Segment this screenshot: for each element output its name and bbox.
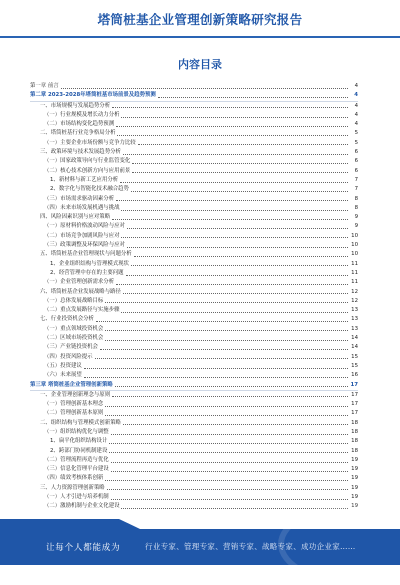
toc-leader-dots [138, 144, 348, 145]
table-of-contents [30, 82, 358, 512]
toc-entry-text: （二）管理流程再造与优化 [44, 456, 109, 463]
toc-entry[interactable] [30, 222, 358, 231]
toc-leader-dots [109, 452, 348, 453]
toc-page-number: 17 [351, 410, 358, 417]
toc-page-number: 17 [351, 401, 358, 408]
toc-page-number: 9 [354, 223, 358, 230]
toc-leader-dots [121, 312, 348, 313]
report-title: 塔筒桩基企业管理创新策略研究报告 [97, 12, 303, 27]
toc-page-number: 19 [351, 475, 358, 482]
toc-entry[interactable] [30, 185, 358, 194]
toc-leader-dots [107, 489, 348, 490]
toc-entry[interactable] [30, 381, 358, 391]
toc-entry[interactable] [30, 428, 358, 437]
toc-page-number: 19 [351, 466, 358, 473]
toc-leader-dots [111, 471, 348, 472]
toc-entry[interactable] [30, 102, 358, 111]
toc-entry-text: 1、新材料与新工艺应用分析 [50, 176, 119, 183]
toc-entry[interactable] [30, 437, 358, 446]
toc-leader-dots [121, 117, 348, 118]
toc-entry-text: 2、经营管理中存在的主要问题 [50, 269, 124, 276]
report-header [0, 0, 400, 38]
toc-leader-dots [105, 406, 348, 407]
toc-entry[interactable] [30, 493, 358, 502]
toc-entry-text: （一）重点领域投资机会 [44, 325, 104, 332]
toc-entry[interactable] [30, 447, 358, 456]
toc-entry[interactable] [30, 484, 358, 493]
toc-page-number: 10 [351, 251, 358, 258]
toc-page-number: 13 [351, 307, 358, 314]
toc-entry-text: 1、扁平化组织结构设计 [50, 438, 108, 445]
toc-entry-text: 二、塔筒桩基行业竞争格局分析 [40, 130, 116, 137]
toc-leader-dots [95, 358, 348, 359]
footer-slogan-left: 让每个人都能成为 [46, 543, 121, 553]
toc-leader-dots [116, 126, 348, 127]
toc-entry-text: （二）重点发展路径与实施步骤 [44, 307, 120, 314]
toc-leader-dots [112, 219, 348, 220]
toc-entry-text: （一）国家政策导向与行业监管变化 [44, 158, 131, 165]
toc-page-number: 6 [354, 158, 358, 165]
toc-entry-text: （二）区域市场投资机会 [44, 335, 104, 342]
toc-leader-dots [120, 182, 348, 183]
toc-leader-dots [111, 462, 348, 463]
toc-page-number: 4 [354, 102, 358, 109]
toc-entry-text: （三）政策调整及环保风险与应对 [44, 242, 125, 249]
toc-entry[interactable] [30, 325, 358, 334]
toc-leader-dots [121, 237, 348, 238]
toc-entry[interactable] [30, 91, 358, 101]
toc-leader-dots [134, 256, 348, 257]
toc-page-number: 10 [351, 232, 358, 239]
toc-page-number: 15 [351, 362, 358, 369]
toc-page-number: 19 [351, 484, 358, 491]
toc-entry[interactable] [30, 250, 358, 259]
toc-leader-dots [100, 349, 348, 350]
toc-entry[interactable] [30, 232, 358, 241]
toc-leader-dots [123, 293, 348, 294]
toc-heading: 内容目录 [178, 58, 222, 71]
toc-leader-dots [158, 97, 348, 98]
toc-entry-text: （一）主要企业市场份额与竞争力比较 [44, 139, 136, 146]
toc-entry[interactable] [30, 343, 358, 352]
toc-leader-dots [132, 172, 348, 173]
toc-page-number: 18 [351, 438, 358, 445]
toc-entry-text: 七、行业投资机会分析 [40, 316, 94, 323]
toc-page-number: 11 [351, 279, 358, 286]
toc-entry[interactable] [30, 362, 358, 371]
toc-entry-text: （二）市场结构变化趋势预测 [44, 121, 115, 128]
toc-entry-text: （一）原材料价格波动风险与应对 [44, 223, 125, 230]
toc-entry-text: （三）产业链投资机会 [44, 344, 98, 351]
toc-leader-dots [112, 396, 348, 397]
toc-entry[interactable] [30, 148, 358, 157]
toc-leader-dots [105, 480, 348, 481]
toc-page-number: 19 [351, 494, 358, 501]
toc-page-number: 19 [351, 503, 358, 510]
toc-leader-dots [116, 284, 348, 285]
toc-entry-text: （四）投资风险提示 [44, 353, 93, 360]
toc-leader-dots [84, 368, 348, 369]
toc-entry-text: （一）行业规模及增长动力分析 [44, 111, 120, 118]
toc-entry[interactable] [30, 213, 358, 222]
toc-entry-text: 2、跨部门协同机制建设 [50, 447, 108, 454]
toc-entry-text: （四）绩效考核体系创新 [44, 475, 104, 482]
toc-leader-dots [84, 377, 348, 378]
toc-leader-dots [105, 340, 348, 341]
toc-entry-text: 二、组织结构与管理模式创新策略 [40, 419, 121, 426]
toc-entry-text: 六、塔筒桩基企业发展战略与路径 [40, 288, 121, 295]
toc-page-number: 17 [351, 391, 358, 398]
toc-entry[interactable] [30, 297, 358, 306]
toc-page-number: 7 [354, 176, 358, 183]
toc-leader-dots [127, 247, 348, 248]
toc-leader-dots [131, 265, 348, 266]
toc-entry-text: 1、企业组织结构与管理模式现状 [50, 260, 129, 267]
toc-page-number: 8 [354, 195, 358, 202]
toc-page-number: 12 [351, 297, 358, 304]
toc-entry[interactable] [30, 120, 358, 129]
toc-entry[interactable] [30, 204, 358, 213]
toc-entry-text: （六）未来展望 [44, 372, 82, 379]
toc-leader-dots [105, 330, 348, 331]
toc-entry[interactable] [30, 157, 358, 166]
toc-entry[interactable] [30, 278, 358, 287]
toc-entry[interactable] [30, 111, 358, 120]
toc-entry-text: （一）企业管理创新需求分析 [44, 279, 115, 286]
toc-entry-text: （一）总体发展战略目标 [44, 297, 104, 304]
toc-page-number: 16 [351, 372, 358, 379]
toc-page-number: 6 [354, 149, 358, 156]
toc-page-number: 4 [354, 83, 358, 89]
toc-entry[interactable] [30, 241, 358, 250]
toc-entry[interactable] [30, 306, 358, 315]
toc-entry[interactable] [30, 315, 358, 324]
toc-entry-text: 一、市场规模与发展趋势分析 [40, 102, 111, 109]
toc-entry[interactable] [30, 474, 358, 483]
toc-leader-dots [123, 154, 348, 155]
toc-entry-text: （二）管理创新基本原则 [44, 410, 104, 417]
toc-entry-text: 一、企业管理创新理念与原则 [40, 391, 111, 398]
toc-page-number: 4 [354, 92, 358, 99]
toc-entry[interactable] [30, 371, 358, 380]
toc-entry-text: （二）核心技术创新方向与应用前景 [44, 167, 131, 174]
toc-entry[interactable] [30, 353, 358, 362]
toc-page-number: 8 [354, 204, 358, 211]
toc-leader-dots [109, 443, 348, 444]
toc-entry[interactable] [30, 400, 358, 409]
toc-entry[interactable] [30, 334, 358, 343]
toc-entry[interactable] [30, 176, 358, 185]
toc-page-number: 13 [351, 316, 358, 323]
toc-entry-text: （一）管理创新基本理念 [44, 401, 104, 408]
toc-entry[interactable] [30, 139, 358, 148]
toc-page-number: 5 [354, 139, 358, 146]
toc-leader-dots [121, 210, 348, 211]
toc-leader-dots [105, 415, 348, 416]
toc-entry[interactable] [30, 167, 358, 176]
toc-entry-text: （二）市场竞争加剧风险与应对 [44, 232, 120, 239]
toc-page-number: 19 [351, 456, 358, 463]
toc-page-number: 14 [351, 335, 358, 342]
toc-entry-text: 第一章 前言 [30, 83, 59, 89]
toc-page-number: 14 [351, 344, 358, 351]
toc-entry[interactable] [30, 391, 358, 400]
toc-leader-dots [111, 434, 348, 435]
toc-leader-dots [105, 302, 348, 303]
footer-banner [0, 529, 400, 565]
toc-leader-dots [115, 386, 348, 387]
toc-page-number: 9 [354, 214, 358, 221]
toc-leader-dots [116, 200, 348, 201]
toc-entry-text: 2、数字化与智能化技术融合趋势 [50, 186, 129, 193]
toc-entry[interactable] [30, 129, 358, 138]
toc-leader-dots [123, 424, 348, 425]
toc-entry-text: 四、风险因素识别与应对策略 [40, 214, 111, 221]
toc-page-number: 6 [354, 167, 358, 174]
toc-entry[interactable] [30, 419, 358, 428]
toc-entry[interactable] [30, 260, 358, 269]
toc-page-number: 11 [351, 269, 358, 276]
toc-leader-dots [131, 191, 348, 192]
toc-entry-text: （三）市场需求驱动因素分析 [44, 195, 115, 202]
toc-page-number: 10 [351, 242, 358, 249]
toc-leader-dots [111, 499, 348, 500]
toc-leader-dots [126, 275, 348, 276]
toc-leader-dots [96, 321, 348, 322]
toc-leader-dots [127, 228, 348, 229]
toc-page-number: 5 [354, 130, 358, 137]
toc-leader-dots [61, 88, 348, 89]
toc-page-number: 13 [351, 325, 358, 332]
toc-entry-text: 三、人力资源管理创新策略 [40, 484, 105, 491]
toc-entry[interactable] [30, 195, 358, 204]
toc-entry[interactable] [30, 465, 358, 474]
toc-entry-text: （一）人才引进与培养机制 [44, 494, 109, 501]
toc-entry[interactable] [30, 456, 358, 465]
toc-entry-text: 三、政策环境与技术发展趋势分析 [40, 149, 121, 156]
toc-entry-text: （四）未来市场发展机遇与挑战 [44, 204, 120, 211]
footer-slogan-right: 行业专家、管理专家、营销专家、战略专家、成功企业家…… [145, 542, 356, 551]
toc-leader-dots [112, 107, 348, 108]
toc-page-number: 15 [351, 353, 358, 360]
toc-page-number: 11 [351, 260, 358, 267]
toc-leader-dots [117, 135, 348, 136]
toc-entry-text: 五、塔筒桩基企业管理现状与问题分析 [40, 251, 132, 258]
toc-entry-text: （一）组织结构优化与调整 [44, 428, 109, 435]
toc-entry[interactable] [30, 82, 358, 91]
toc-entry-text: 第三章 塔筒桩基企业管理创新策略 [30, 381, 113, 388]
toc-page-number: 4 [354, 121, 358, 128]
toc-page-number: 18 [351, 447, 358, 454]
toc-leader-dots [132, 163, 348, 164]
toc-page-number: 4 [354, 111, 358, 118]
toc-page-number: 7 [354, 186, 358, 193]
toc-page-number: 18 [351, 419, 358, 426]
toc-entry-text: 第二章 2023-2028年塔筒桩基市场前景及趋势预测 [30, 92, 156, 99]
toc-page-number: 12 [351, 288, 358, 295]
toc-page-number: 18 [351, 428, 358, 435]
toc-page-number: 17 [350, 381, 358, 388]
toc-entry-text: （五）投资建议 [44, 362, 82, 369]
toc-entry[interactable] [30, 269, 358, 278]
toc-entry[interactable] [30, 288, 358, 297]
toc-entry-text: （三）信息化管理平台建设 [44, 466, 109, 473]
toc-entry[interactable] [30, 409, 358, 418]
toc-entry-text: （二）激励机制与企业文化建设 [44, 503, 120, 510]
